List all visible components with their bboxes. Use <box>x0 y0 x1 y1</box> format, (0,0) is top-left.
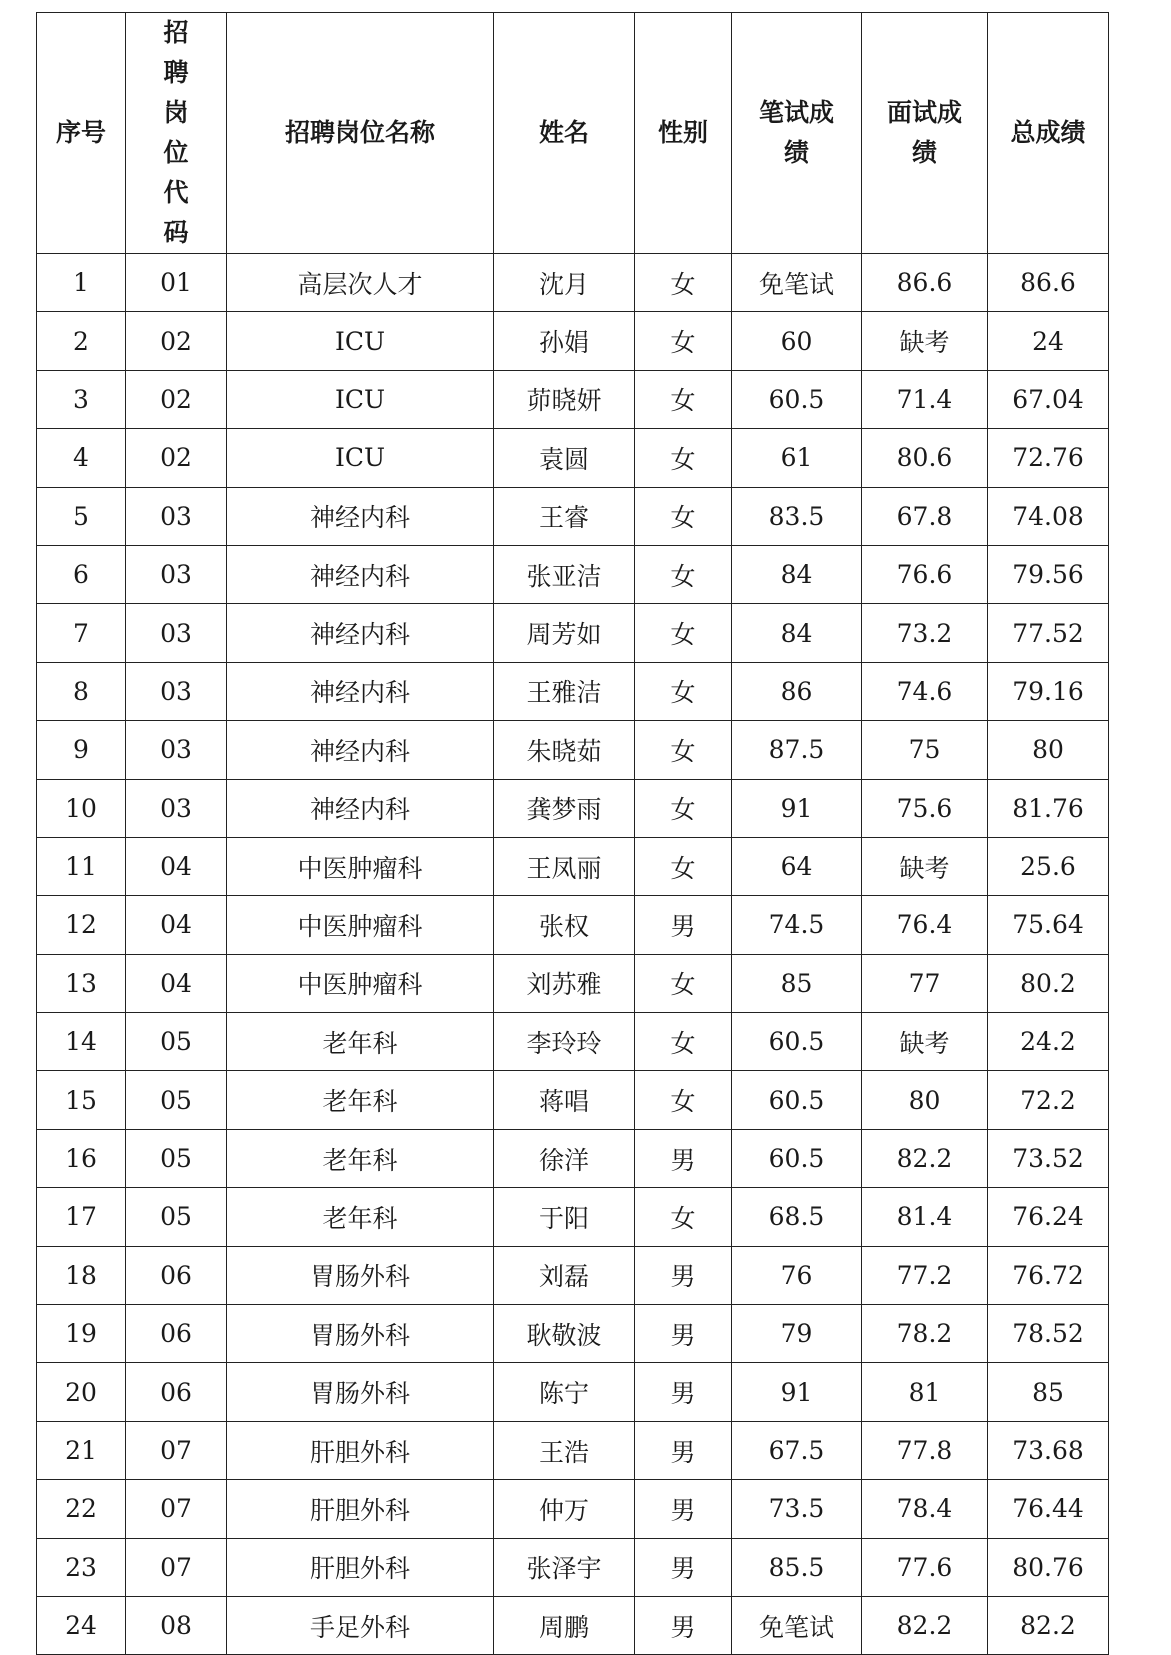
cell-total: 82.2 <box>988 1596 1109 1654</box>
cell-name: 于阳 <box>494 1188 635 1246</box>
cell-gender: 男 <box>635 1129 732 1187</box>
header-code <box>126 13 227 254</box>
cell-written: 79 <box>732 1305 862 1363</box>
cell-interview: 77.6 <box>862 1538 988 1596</box>
cell-seq: 23 <box>37 1538 126 1596</box>
table-row <box>37 312 1109 370</box>
cell-total: 76.44 <box>988 1480 1109 1538</box>
cell-gender: 女 <box>635 721 732 779</box>
cell-written: 87.5 <box>732 721 862 779</box>
cell-total: 73.52 <box>988 1129 1109 1187</box>
cell-interview: 77.8 <box>862 1421 988 1479</box>
table-row <box>37 1596 1109 1654</box>
cell-code: 05 <box>126 1071 227 1129</box>
cell-seq: 10 <box>37 779 126 837</box>
cell-gender: 女 <box>635 254 732 312</box>
cell-written: 60.5 <box>732 1129 862 1187</box>
cell-interview: 76.4 <box>862 896 988 954</box>
cell-total: 85 <box>988 1363 1109 1421</box>
cell-gender: 女 <box>635 312 732 370</box>
cell-position: 肝胆外科 <box>227 1538 494 1596</box>
cell-gender: 女 <box>635 954 732 1012</box>
table-row <box>37 954 1109 1012</box>
table-row <box>37 1071 1109 1129</box>
table-row <box>37 1480 1109 1538</box>
header-seq: 序号 <box>37 13 126 254</box>
header-position: 招聘岗位名称 <box>227 13 494 254</box>
cell-gender: 男 <box>635 1305 732 1363</box>
cell-written: 86 <box>732 662 862 720</box>
cell-name: 周芳如 <box>494 604 635 662</box>
cell-gender: 女 <box>635 604 732 662</box>
cell-seq: 5 <box>37 487 126 545</box>
cell-gender: 女 <box>635 429 732 487</box>
table-row <box>37 1305 1109 1363</box>
cell-name: 龚梦雨 <box>494 779 635 837</box>
cell-written: 76 <box>732 1246 862 1304</box>
cell-name: 徐洋 <box>494 1129 635 1187</box>
table-body <box>37 254 1109 1655</box>
cell-seq: 17 <box>37 1188 126 1246</box>
cell-code: 02 <box>126 312 227 370</box>
cell-written: 83.5 <box>732 487 862 545</box>
header-code-text: 招聘岗位代码 <box>163 18 189 247</box>
cell-written: 免笔试 <box>732 254 862 312</box>
table-row <box>37 662 1109 720</box>
cell-seq: 7 <box>37 604 126 662</box>
cell-name: 陈宁 <box>494 1363 635 1421</box>
cell-position: 肝胆外科 <box>227 1421 494 1479</box>
cell-written: 60 <box>732 312 862 370</box>
cell-seq: 4 <box>37 429 126 487</box>
cell-written: 91 <box>732 779 862 837</box>
table-row <box>37 370 1109 428</box>
cell-position: 中医肿瘤科 <box>227 896 494 954</box>
table-row <box>37 254 1109 312</box>
cell-interview: 78.2 <box>862 1305 988 1363</box>
cell-interview: 76.6 <box>862 545 988 603</box>
cell-total: 79.56 <box>988 545 1109 603</box>
cell-seq: 2 <box>37 312 126 370</box>
table-row <box>37 1129 1109 1187</box>
cell-gender: 女 <box>635 1013 732 1071</box>
cell-code: 08 <box>126 1596 227 1654</box>
cell-gender: 男 <box>635 1596 732 1654</box>
cell-seq: 22 <box>37 1480 126 1538</box>
table-row <box>37 1538 1109 1596</box>
cell-interview: 81 <box>862 1363 988 1421</box>
cell-written: 74.5 <box>732 896 862 954</box>
cell-code: 03 <box>126 604 227 662</box>
cell-position: ICU <box>227 429 494 487</box>
table-row <box>37 545 1109 603</box>
table-row <box>37 896 1109 954</box>
cell-code: 06 <box>126 1305 227 1363</box>
cell-name: 王睿 <box>494 487 635 545</box>
cell-gender: 女 <box>635 370 732 428</box>
header-written-text: 笔试成绩 <box>758 98 834 167</box>
cell-gender: 女 <box>635 545 732 603</box>
cell-gender: 女 <box>635 662 732 720</box>
cell-total: 75.64 <box>988 896 1109 954</box>
cell-position: 老年科 <box>227 1071 494 1129</box>
cell-total: 24 <box>988 312 1109 370</box>
cell-total: 72.76 <box>988 429 1109 487</box>
cell-seq: 20 <box>37 1363 126 1421</box>
cell-position: 神经内科 <box>227 721 494 779</box>
cell-position: 神经内科 <box>227 779 494 837</box>
cell-code: 06 <box>126 1363 227 1421</box>
cell-position: 胃肠外科 <box>227 1246 494 1304</box>
cell-seq: 9 <box>37 721 126 779</box>
cell-written: 60.5 <box>732 1013 862 1071</box>
cell-position: 手足外科 <box>227 1596 494 1654</box>
cell-position: 肝胆外科 <box>227 1480 494 1538</box>
cell-name: 袁圆 <box>494 429 635 487</box>
cell-total: 77.52 <box>988 604 1109 662</box>
cell-written: 84 <box>732 604 862 662</box>
cell-name: 张权 <box>494 896 635 954</box>
cell-total: 24.2 <box>988 1013 1109 1071</box>
cell-seq: 13 <box>37 954 126 1012</box>
header-interview-text: 面试成绩 <box>886 98 962 167</box>
cell-seq: 19 <box>37 1305 126 1363</box>
cell-code: 07 <box>126 1421 227 1479</box>
cell-written: 60.5 <box>732 1071 862 1129</box>
cell-code: 06 <box>126 1246 227 1304</box>
cell-seq: 12 <box>37 896 126 954</box>
cell-seq: 14 <box>37 1013 126 1071</box>
table-row <box>37 1363 1109 1421</box>
cell-interview: 缺考 <box>862 312 988 370</box>
cell-code: 03 <box>126 779 227 837</box>
cell-written: 91 <box>732 1363 862 1421</box>
table-row <box>37 1246 1109 1304</box>
cell-written: 免笔试 <box>732 1596 862 1654</box>
cell-gender: 男 <box>635 1421 732 1479</box>
cell-interview: 86.6 <box>862 254 988 312</box>
cell-seq: 3 <box>37 370 126 428</box>
cell-name: 刘苏雅 <box>494 954 635 1012</box>
cell-total: 73.68 <box>988 1421 1109 1479</box>
cell-position: 神经内科 <box>227 545 494 603</box>
cell-seq: 18 <box>37 1246 126 1304</box>
cell-position: 老年科 <box>227 1188 494 1246</box>
cell-interview: 75 <box>862 721 988 779</box>
cell-gender: 女 <box>635 1188 732 1246</box>
cell-interview: 67.8 <box>862 487 988 545</box>
cell-total: 67.04 <box>988 370 1109 428</box>
cell-interview: 缺考 <box>862 1013 988 1071</box>
cell-code: 05 <box>126 1129 227 1187</box>
cell-total: 79.16 <box>988 662 1109 720</box>
cell-code: 04 <box>126 896 227 954</box>
cell-interview: 77 <box>862 954 988 1012</box>
cell-code: 04 <box>126 837 227 895</box>
cell-interview: 71.4 <box>862 370 988 428</box>
cell-seq: 11 <box>37 837 126 895</box>
cell-name: 耿敬波 <box>494 1305 635 1363</box>
cell-name: 朱晓茹 <box>494 721 635 779</box>
cell-total: 72.2 <box>988 1071 1109 1129</box>
cell-gender: 男 <box>635 1480 732 1538</box>
cell-gender: 男 <box>635 1363 732 1421</box>
cell-position: 神经内科 <box>227 604 494 662</box>
cell-seq: 6 <box>37 545 126 603</box>
cell-code: 05 <box>126 1188 227 1246</box>
table-row <box>37 837 1109 895</box>
cell-code: 03 <box>126 487 227 545</box>
cell-interview: 80 <box>862 1071 988 1129</box>
cell-interview: 77.2 <box>862 1246 988 1304</box>
cell-name: 王凤丽 <box>494 837 635 895</box>
header-written <box>732 13 862 254</box>
cell-total: 81.76 <box>988 779 1109 837</box>
cell-gender: 男 <box>635 1246 732 1304</box>
cell-written: 64 <box>732 837 862 895</box>
cell-gender: 女 <box>635 487 732 545</box>
cell-written: 73.5 <box>732 1480 862 1538</box>
table-row <box>37 1013 1109 1071</box>
cell-code: 02 <box>126 429 227 487</box>
cell-total: 86.6 <box>988 254 1109 312</box>
cell-written: 61 <box>732 429 862 487</box>
cell-written: 67.5 <box>732 1421 862 1479</box>
cell-interview: 73.2 <box>862 604 988 662</box>
cell-interview: 82.2 <box>862 1596 988 1654</box>
cell-seq: 24 <box>37 1596 126 1654</box>
cell-interview: 81.4 <box>862 1188 988 1246</box>
cell-gender: 女 <box>635 837 732 895</box>
cell-seq: 21 <box>37 1421 126 1479</box>
cell-code: 03 <box>126 662 227 720</box>
cell-seq: 8 <box>37 662 126 720</box>
cell-interview: 74.6 <box>862 662 988 720</box>
cell-name: 沈月 <box>494 254 635 312</box>
cell-code: 01 <box>126 254 227 312</box>
cell-gender: 女 <box>635 1071 732 1129</box>
header-total: 总成绩 <box>988 13 1109 254</box>
cell-interview: 78.4 <box>862 1480 988 1538</box>
cell-position: 神经内科 <box>227 662 494 720</box>
table-row <box>37 487 1109 545</box>
cell-code: 02 <box>126 370 227 428</box>
cell-position: ICU <box>227 312 494 370</box>
header-interview <box>862 13 988 254</box>
cell-total: 80.76 <box>988 1538 1109 1596</box>
cell-name: 李玲玲 <box>494 1013 635 1071</box>
cell-name: 张泽宇 <box>494 1538 635 1596</box>
cell-position: ICU <box>227 370 494 428</box>
cell-name: 王雅洁 <box>494 662 635 720</box>
table-row <box>37 1188 1109 1246</box>
cell-name: 蒋唱 <box>494 1071 635 1129</box>
table-row <box>37 1421 1109 1479</box>
cell-gender: 男 <box>635 896 732 954</box>
cell-total: 76.24 <box>988 1188 1109 1246</box>
cell-interview: 缺考 <box>862 837 988 895</box>
cell-gender: 女 <box>635 779 732 837</box>
table-row <box>37 429 1109 487</box>
cell-position: 中医肿瘤科 <box>227 954 494 1012</box>
cell-total: 25.6 <box>988 837 1109 895</box>
header-gender: 性别 <box>635 13 732 254</box>
cell-code: 07 <box>126 1480 227 1538</box>
cell-code: 04 <box>126 954 227 1012</box>
cell-position: 中医肿瘤科 <box>227 837 494 895</box>
cell-name: 刘磊 <box>494 1246 635 1304</box>
cell-interview: 75.6 <box>862 779 988 837</box>
cell-total: 80.2 <box>988 954 1109 1012</box>
cell-interview: 82.2 <box>862 1129 988 1187</box>
cell-code: 07 <box>126 1538 227 1596</box>
cell-code: 05 <box>126 1013 227 1071</box>
cell-written: 68.5 <box>732 1188 862 1246</box>
cell-position: 老年科 <box>227 1013 494 1071</box>
cell-position: 神经内科 <box>227 487 494 545</box>
cell-name: 仲万 <box>494 1480 635 1538</box>
cell-name: 周鹏 <box>494 1596 635 1654</box>
cell-code: 03 <box>126 721 227 779</box>
cell-total: 80 <box>988 721 1109 779</box>
cell-written: 60.5 <box>732 370 862 428</box>
scores-table <box>36 12 1109 1655</box>
cell-name: 孙娟 <box>494 312 635 370</box>
table-row <box>37 721 1109 779</box>
cell-position: 胃肠外科 <box>227 1305 494 1363</box>
cell-interview: 80.6 <box>862 429 988 487</box>
cell-code: 03 <box>126 545 227 603</box>
cell-seq: 1 <box>37 254 126 312</box>
cell-gender: 男 <box>635 1538 732 1596</box>
cell-position: 老年科 <box>227 1129 494 1187</box>
cell-total: 76.72 <box>988 1246 1109 1304</box>
header-name: 姓名 <box>494 13 635 254</box>
cell-written: 84 <box>732 545 862 603</box>
cell-written: 85.5 <box>732 1538 862 1596</box>
cell-name: 张亚洁 <box>494 545 635 603</box>
cell-name: 王浩 <box>494 1421 635 1479</box>
cell-seq: 15 <box>37 1071 126 1129</box>
cell-total: 74.08 <box>988 487 1109 545</box>
cell-position: 高层次人才 <box>227 254 494 312</box>
header-row <box>37 13 1109 254</box>
table-row <box>37 604 1109 662</box>
cell-written: 85 <box>732 954 862 1012</box>
cell-seq: 16 <box>37 1129 126 1187</box>
table-row <box>37 779 1109 837</box>
cell-total: 78.52 <box>988 1305 1109 1363</box>
cell-position: 胃肠外科 <box>227 1363 494 1421</box>
cell-name: 茆晓妍 <box>494 370 635 428</box>
